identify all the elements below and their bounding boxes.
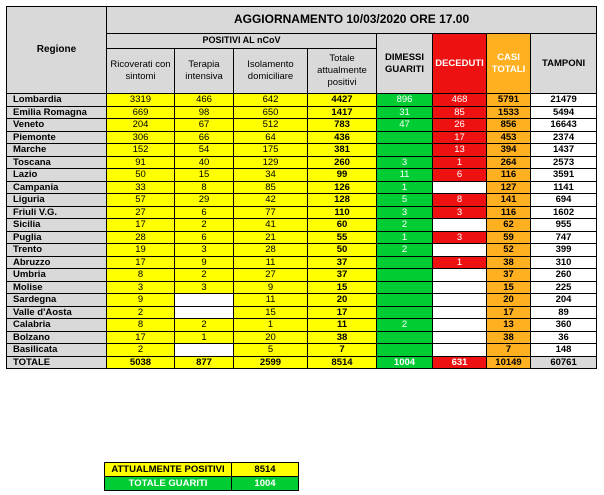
cell-dimessi <box>377 281 433 294</box>
cell-ricoverati: 17 <box>107 219 175 232</box>
cell-ricoverati: 152 <box>107 144 175 157</box>
cell-dimessi: 47 <box>377 119 433 132</box>
regional-data-table <box>6 6 597 369</box>
cell-ricoverati: 3 <box>107 281 175 294</box>
total-row <box>7 356 597 369</box>
cell-totale-positivi: 37 <box>308 256 377 269</box>
col-header-regione: Regione <box>7 7 107 94</box>
cell-isolamento: 21 <box>234 231 308 244</box>
col-header-tamponi: TAMPONI <box>531 34 597 94</box>
cell-totale-positivi: 17 <box>308 306 377 319</box>
cell-deceduti: 3 <box>433 231 487 244</box>
cell-deceduti: 8 <box>433 194 487 207</box>
cell-terapia: 29 <box>175 194 234 207</box>
cell-deceduti <box>433 219 487 232</box>
cell-tamponi: 1602 <box>531 206 597 219</box>
cell-totale-positivi: 4427 <box>308 94 377 107</box>
cell-deceduti: 1 <box>433 156 487 169</box>
cell-deceduti: 13 <box>433 144 487 157</box>
cell-ricoverati: 8 <box>107 269 175 282</box>
cell-tamponi: 360 <box>531 319 597 332</box>
cell-ricoverati: 19 <box>107 244 175 257</box>
cell-regione: Liguria <box>7 194 107 207</box>
cell-regione: Veneto <box>7 119 107 132</box>
cell-totale-positivi: 99 <box>308 169 377 182</box>
cell-terapia: 54 <box>175 144 234 157</box>
cell-ricoverati: 50 <box>107 169 175 182</box>
cell-dimessi <box>377 269 433 282</box>
cell-isolamento: 5 <box>234 344 308 357</box>
cell-regione: Calabria <box>7 319 107 332</box>
cell-dimessi: 1 <box>377 181 433 194</box>
cell-ricoverati: 91 <box>107 156 175 169</box>
cell-dimessi: 1 <box>377 231 433 244</box>
cell-tamponi: 89 <box>531 306 597 319</box>
cell-totale-positivi: 37 <box>308 269 377 282</box>
cell-tamponi: 36 <box>531 331 597 344</box>
table-row <box>7 156 597 169</box>
cell-deceduti <box>433 294 487 307</box>
cell-terapia: 6 <box>175 206 234 219</box>
cell-terapia: 67 <box>175 119 234 132</box>
cell-casi: 127 <box>487 181 531 194</box>
cell-deceduti <box>433 306 487 319</box>
cell-totale-positivi: 783 <box>308 119 377 132</box>
cell-casi: 264 <box>487 156 531 169</box>
cell-isolamento: 27 <box>234 269 308 282</box>
cell-ricoverati: 306 <box>107 131 175 144</box>
cell-totale-positivi: 381 <box>308 144 377 157</box>
cell-dimessi: 2 <box>377 319 433 332</box>
cell-terapia: 3 <box>175 244 234 257</box>
cell-isolamento: 11 <box>234 256 308 269</box>
cell-casi: 15 <box>487 281 531 294</box>
cell-ricoverati: 669 <box>107 106 175 119</box>
table-row <box>7 206 597 219</box>
table-row <box>7 319 597 332</box>
cell-totale-positivi: 38 <box>308 331 377 344</box>
total-casi: 10149 <box>487 356 531 369</box>
cell-tamponi: 694 <box>531 194 597 207</box>
cell-casi: 141 <box>487 194 531 207</box>
table-row <box>7 256 597 269</box>
cell-dimessi <box>377 306 433 319</box>
cell-casi: 52 <box>487 244 531 257</box>
cell-ricoverati: 57 <box>107 194 175 207</box>
cell-terapia: 40 <box>175 156 234 169</box>
cell-isolamento: 642 <box>234 94 308 107</box>
cell-deceduti: 468 <box>433 94 487 107</box>
cell-tamponi: 225 <box>531 281 597 294</box>
cell-ricoverati: 28 <box>107 231 175 244</box>
col-header-dimessi: DIMESSI GUARITI <box>377 34 433 94</box>
cell-terapia: 6 <box>175 231 234 244</box>
summary-value-guariti: 1004 <box>232 477 299 491</box>
table-row <box>7 106 597 119</box>
cell-regione: Bolzano <box>7 331 107 344</box>
cell-isolamento: 41 <box>234 219 308 232</box>
cell-casi: 38 <box>487 256 531 269</box>
table-row <box>7 169 597 182</box>
cell-casi: 7 <box>487 344 531 357</box>
col-header-ricoverati: Ricoverati con sintomi <box>107 49 175 94</box>
cell-isolamento: 9 <box>234 281 308 294</box>
cell-isolamento: 11 <box>234 294 308 307</box>
summary-box <box>104 462 299 491</box>
cell-totale-positivi: 436 <box>308 131 377 144</box>
cell-casi: 38 <box>487 331 531 344</box>
cell-regione: Sicilia <box>7 219 107 232</box>
summary-label-guariti: TOTALE GUARITI <box>105 477 232 491</box>
summary-value-positivi: 8514 <box>232 463 299 477</box>
cell-casi: 116 <box>487 169 531 182</box>
cell-dimessi: 896 <box>377 94 433 107</box>
cell-tamponi: 747 <box>531 231 597 244</box>
report-title: AGGIORNAMENTO 10/03/2020 ORE 17.00 <box>107 7 597 34</box>
cell-dimessi <box>377 131 433 144</box>
table-row <box>7 181 597 194</box>
table-row <box>7 244 597 257</box>
col-header-deceduti: DECEDUTI <box>433 34 487 94</box>
table-row <box>7 119 597 132</box>
cell-dimessi: 3 <box>377 206 433 219</box>
cell-dimessi <box>377 144 433 157</box>
cell-deceduti: 1 <box>433 256 487 269</box>
cell-dimessi <box>377 256 433 269</box>
cell-tamponi: 16643 <box>531 119 597 132</box>
cell-deceduti: 85 <box>433 106 487 119</box>
cell-ricoverati: 27 <box>107 206 175 219</box>
cell-tamponi: 399 <box>531 244 597 257</box>
cell-isolamento: 650 <box>234 106 308 119</box>
cell-regione: Marche <box>7 144 107 157</box>
cell-totale-positivi: 60 <box>308 219 377 232</box>
cell-deceduti <box>433 344 487 357</box>
table-row <box>7 281 597 294</box>
cell-dimessi: 11 <box>377 169 433 182</box>
table-row <box>7 294 597 307</box>
cell-terapia <box>175 344 234 357</box>
cell-totale-positivi: 260 <box>308 156 377 169</box>
cell-terapia: 2 <box>175 319 234 332</box>
cell-totale-positivi: 110 <box>308 206 377 219</box>
cell-regione: Friuli V.G. <box>7 206 107 219</box>
cell-regione: Campania <box>7 181 107 194</box>
cell-regione: Emilia Romagna <box>7 106 107 119</box>
col-header-totale-positivi: Totale attualmente positivi <box>308 49 377 94</box>
cell-terapia: 1 <box>175 331 234 344</box>
cell-deceduti <box>433 319 487 332</box>
cell-ricoverati: 204 <box>107 119 175 132</box>
cell-tamponi: 1437 <box>531 144 597 157</box>
total-isolamento: 2599 <box>234 356 308 369</box>
cell-isolamento: 1 <box>234 319 308 332</box>
cell-totale-positivi: 128 <box>308 194 377 207</box>
table-row <box>7 194 597 207</box>
table-row <box>7 131 597 144</box>
table-row <box>7 306 597 319</box>
cell-isolamento: 175 <box>234 144 308 157</box>
cell-regione: Trento <box>7 244 107 257</box>
cell-ricoverati: 2 <box>107 344 175 357</box>
cell-terapia <box>175 306 234 319</box>
cell-ricoverati: 17 <box>107 331 175 344</box>
cell-terapia: 66 <box>175 131 234 144</box>
cell-casi: 13 <box>487 319 531 332</box>
cell-isolamento: 34 <box>234 169 308 182</box>
col-header-casi: CASI TOTALI <box>487 34 531 94</box>
cell-tamponi: 260 <box>531 269 597 282</box>
cell-dimessi <box>377 294 433 307</box>
total-terapia: 877 <box>175 356 234 369</box>
positivi-group-header: POSITIVI AL nCoV <box>107 34 377 49</box>
cell-ricoverati: 33 <box>107 181 175 194</box>
cell-ricoverati: 2 <box>107 306 175 319</box>
cell-totale-positivi: 126 <box>308 181 377 194</box>
cell-tamponi: 3591 <box>531 169 597 182</box>
cell-casi: 856 <box>487 119 531 132</box>
cell-isolamento: 85 <box>234 181 308 194</box>
col-header-isolamento: Isolamento domiciliare <box>234 49 308 94</box>
total-tamponi: 60761 <box>531 356 597 369</box>
cell-tamponi: 5494 <box>531 106 597 119</box>
cell-dimessi: 2 <box>377 219 433 232</box>
cell-tamponi: 204 <box>531 294 597 307</box>
total-dimessi: 1004 <box>377 356 433 369</box>
covid-report-table <box>6 6 596 369</box>
cell-isolamento: 64 <box>234 131 308 144</box>
cell-regione: Piemonte <box>7 131 107 144</box>
cell-regione: Valle d'Aosta <box>7 306 107 319</box>
cell-casi: 116 <box>487 206 531 219</box>
cell-dimessi: 31 <box>377 106 433 119</box>
cell-dimessi <box>377 331 433 344</box>
cell-isolamento: 77 <box>234 206 308 219</box>
cell-isolamento: 512 <box>234 119 308 132</box>
cell-regione: Lombardia <box>7 94 107 107</box>
cell-deceduti: 6 <box>433 169 487 182</box>
cell-terapia: 15 <box>175 169 234 182</box>
cell-ricoverati: 8 <box>107 319 175 332</box>
cell-regione: Puglia <box>7 231 107 244</box>
cell-ricoverati: 9 <box>107 294 175 307</box>
table-row <box>7 331 597 344</box>
cell-dimessi: 2 <box>377 244 433 257</box>
cell-terapia: 2 <box>175 269 234 282</box>
cell-isolamento: 15 <box>234 306 308 319</box>
summary-label-positivi: ATTUALMENTE POSITIVI <box>105 463 232 477</box>
cell-terapia: 2 <box>175 219 234 232</box>
cell-deceduti <box>433 181 487 194</box>
cell-deceduti <box>433 269 487 282</box>
cell-totale-positivi: 11 <box>308 319 377 332</box>
cell-totale-positivi: 55 <box>308 231 377 244</box>
cell-terapia: 466 <box>175 94 234 107</box>
cell-dimessi: 3 <box>377 156 433 169</box>
cell-deceduti <box>433 331 487 344</box>
cell-regione: Umbria <box>7 269 107 282</box>
cell-tamponi: 2573 <box>531 156 597 169</box>
cell-terapia: 9 <box>175 256 234 269</box>
table-row <box>7 231 597 244</box>
cell-regione: Sardegna <box>7 294 107 307</box>
cell-tamponi: 148 <box>531 344 597 357</box>
cell-tamponi: 21479 <box>531 94 597 107</box>
cell-isolamento: 42 <box>234 194 308 207</box>
cell-isolamento: 28 <box>234 244 308 257</box>
cell-terapia <box>175 294 234 307</box>
cell-terapia: 8 <box>175 181 234 194</box>
total-deceduti: 631 <box>433 356 487 369</box>
total-label: TOTALE <box>7 356 107 369</box>
cell-totale-positivi: 15 <box>308 281 377 294</box>
cell-tamponi: 2374 <box>531 131 597 144</box>
cell-dimessi <box>377 344 433 357</box>
cell-casi: 59 <box>487 231 531 244</box>
cell-deceduti <box>433 244 487 257</box>
cell-terapia: 98 <box>175 106 234 119</box>
cell-ricoverati: 3319 <box>107 94 175 107</box>
cell-casi: 5791 <box>487 94 531 107</box>
cell-casi: 17 <box>487 306 531 319</box>
cell-totale-positivi: 1417 <box>308 106 377 119</box>
cell-regione: Toscana <box>7 156 107 169</box>
cell-casi: 1533 <box>487 106 531 119</box>
cell-casi: 37 <box>487 269 531 282</box>
cell-casi: 394 <box>487 144 531 157</box>
cell-deceduti: 17 <box>433 131 487 144</box>
summary-row <box>105 463 299 477</box>
table-row <box>7 144 597 157</box>
cell-deceduti <box>433 281 487 294</box>
table-row <box>7 269 597 282</box>
table-body <box>7 94 597 357</box>
cell-totale-positivi: 50 <box>308 244 377 257</box>
cell-isolamento: 20 <box>234 331 308 344</box>
summary-row <box>105 477 299 491</box>
total-ricoverati: 5038 <box>107 356 175 369</box>
cell-tamponi: 955 <box>531 219 597 232</box>
cell-tamponi: 310 <box>531 256 597 269</box>
cell-totale-positivi: 7 <box>308 344 377 357</box>
cell-isolamento: 129 <box>234 156 308 169</box>
cell-deceduti: 26 <box>433 119 487 132</box>
col-header-terapia: Terapia intensiva <box>175 49 234 94</box>
cell-ricoverati: 17 <box>107 256 175 269</box>
table-row <box>7 94 597 107</box>
cell-tamponi: 1141 <box>531 181 597 194</box>
cell-deceduti: 3 <box>433 206 487 219</box>
cell-casi: 453 <box>487 131 531 144</box>
cell-regione: Molise <box>7 281 107 294</box>
cell-regione: Lazio <box>7 169 107 182</box>
table-row <box>7 344 597 357</box>
cell-terapia: 3 <box>175 281 234 294</box>
cell-dimessi: 5 <box>377 194 433 207</box>
total-positivi: 8514 <box>308 356 377 369</box>
cell-regione: Abruzzo <box>7 256 107 269</box>
cell-totale-positivi: 20 <box>308 294 377 307</box>
cell-casi: 62 <box>487 219 531 232</box>
cell-casi: 20 <box>487 294 531 307</box>
cell-regione: Basilicata <box>7 344 107 357</box>
table-row <box>7 219 597 232</box>
